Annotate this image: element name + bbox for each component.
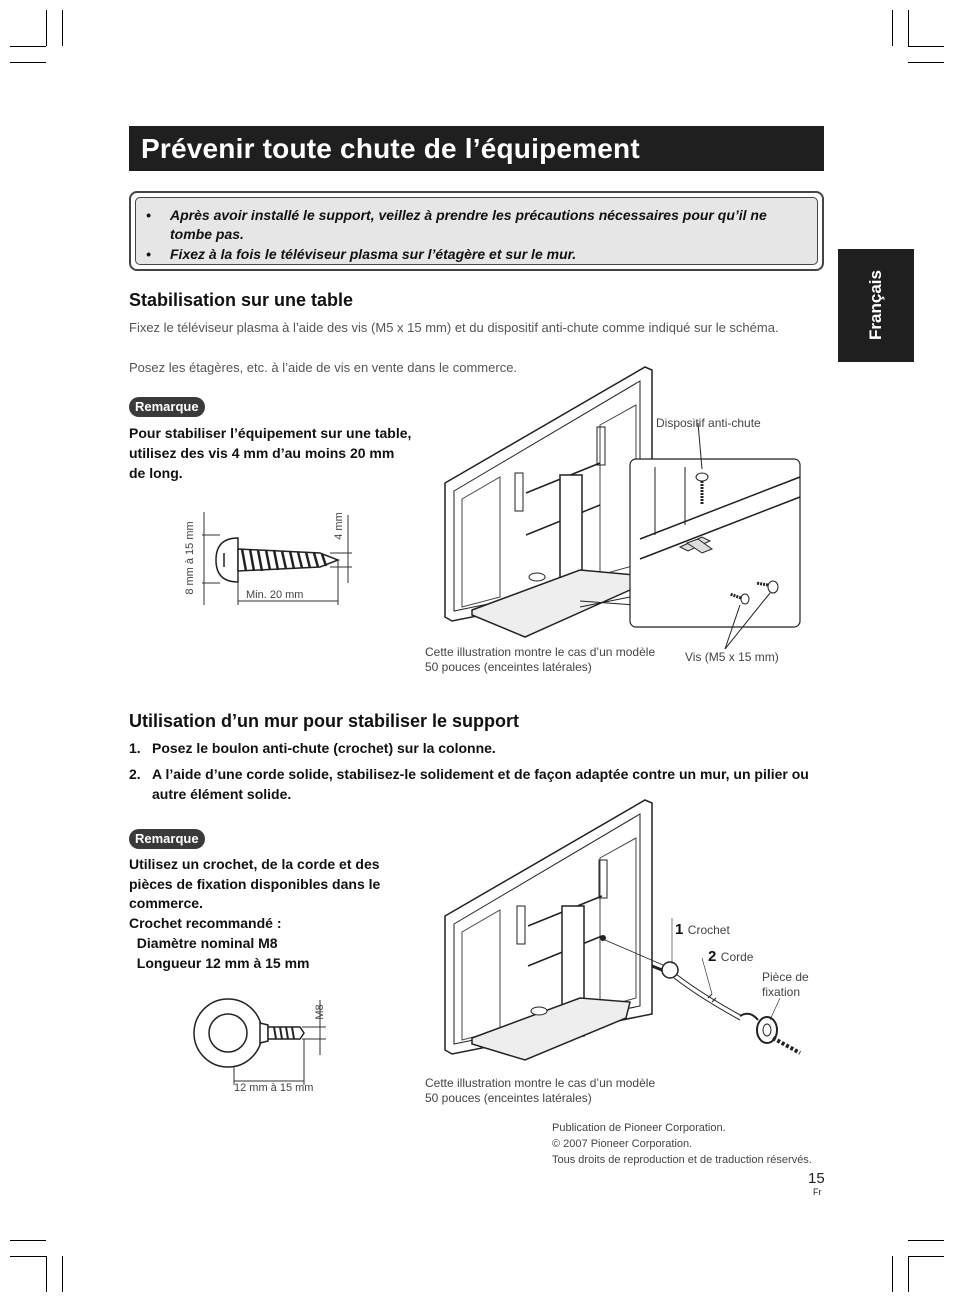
warning-bullet: • [146,207,151,223]
screw-diameter-label: 4 mm [333,512,345,540]
footer-publisher: Publication de Pioneer Corporation. [552,1122,726,1134]
remark-line: Utilisez un crochet, de la corde et des [129,856,380,872]
step-number: 1. [129,740,141,756]
hook-length-label: 12 mm à 15 mm [234,1082,314,1094]
figure-label-crochet [675,921,730,939]
figure-label-piece: Pièce de fixation [762,970,809,999]
crop-mark [10,62,46,63]
step-text: Posez le boulon anti-chute (crochet) sur la colonne. [152,740,496,756]
screw-length-label: 8 mm à 15 mm [184,521,196,595]
tv-wall-figure [440,798,810,1068]
crop-mark [908,46,944,47]
remark-line: commerce. [129,895,203,911]
warning-item [146,245,806,264]
crop-mark [10,1240,46,1241]
remark-badge: Remarque [129,397,205,417]
step-number: 2. [129,766,141,782]
figure-caption: Cette illustration montre le cas d’un modèle 50 pouces (enceintes latérales) [425,645,656,674]
warning-bullet: • [146,246,151,262]
figure-label-corde [708,948,753,966]
crop-mark [46,1256,47,1292]
page-title: Prévenir toute chute de l’équipement [141,133,640,164]
footer-rights: Tous droits de reproduction et de traduction réservés. [552,1154,812,1166]
crop-mark [892,1256,893,1292]
page-lang: Fr [813,1187,822,1197]
footer-copyright: © 2007 Pioneer Corporation. [552,1138,693,1150]
crop-mark [908,10,909,46]
figure-label-device: Dispositif anti-chute [656,416,761,430]
section-heading-table: Stabilisation sur une table [129,290,354,310]
figure-label-screws: Vis (M5 x 15 mm) [685,650,779,664]
language-tab-label: Français [866,270,885,340]
remark-text: Pour stabiliser l’équipement sur une table, utilisez des vis 4 mm d’au moins 20 mm de long. [129,425,412,481]
warning-item [146,206,806,244]
title-bar [129,126,824,171]
crop-mark [908,1256,909,1292]
language-tab [838,249,914,362]
crop-mark [62,10,63,46]
warning-text: Après avoir installé le support, veillez à prendre les précautions nécessaires pour qu’il ne tombe pas. [170,207,767,242]
warning-box [129,191,824,271]
crop-mark [908,1240,944,1241]
remark-line: Crochet recommandé : [129,915,282,931]
step-text: A l’aide d’une corde solide, stabilisez-le solidement et de façon adaptée contre un mur, un pilier ou autre élément solide. [152,766,809,802]
figure-caption: Cette illustration montre le cas d’un modèle 50 pouces (enceintes latérales) [425,1076,656,1105]
warning-text: Fixez à la fois le téléviseur plasma sur l’étagère et sur le mur. [170,246,577,262]
crop-mark [908,1256,944,1257]
callout-number: 2 [708,948,717,965]
screw-min-label: Min. 20 mm [246,589,304,601]
page-number: 15 [808,1170,825,1187]
tv-table-figure [440,365,810,645]
callout-text: Crochet [687,923,730,937]
remark-line: pièces de fixation disponibles dans le [129,876,381,892]
crop-mark [62,1256,63,1292]
callout-text: Corde [720,950,754,964]
crop-mark [892,10,893,46]
crop-mark [10,46,46,47]
remark-badge: Remarque [129,829,205,849]
remark-line: Longueur 12 mm à 15 mm [129,955,310,971]
crop-mark [908,62,944,63]
section1-paragraph: Fixez le téléviseur plasma à l’aide des vis (M5 x 15 mm) et du dispositif anti-chute comme indiqué sur le schéma. [129,320,779,335]
warning-box-inner [135,197,818,265]
crop-mark [10,1256,46,1257]
section1-paragraph: Posez les étagères, etc. à l’aide de vis en vente dans le commerce. [129,360,518,375]
remark-line: Diamètre nominal M8 [129,935,278,951]
crop-mark [46,10,47,46]
callout-number: 1 [675,921,684,938]
section-heading-wall: Utilisation d’un mur pour stabiliser le support [129,711,520,731]
hook-m8-label: M8 [314,1004,326,1020]
